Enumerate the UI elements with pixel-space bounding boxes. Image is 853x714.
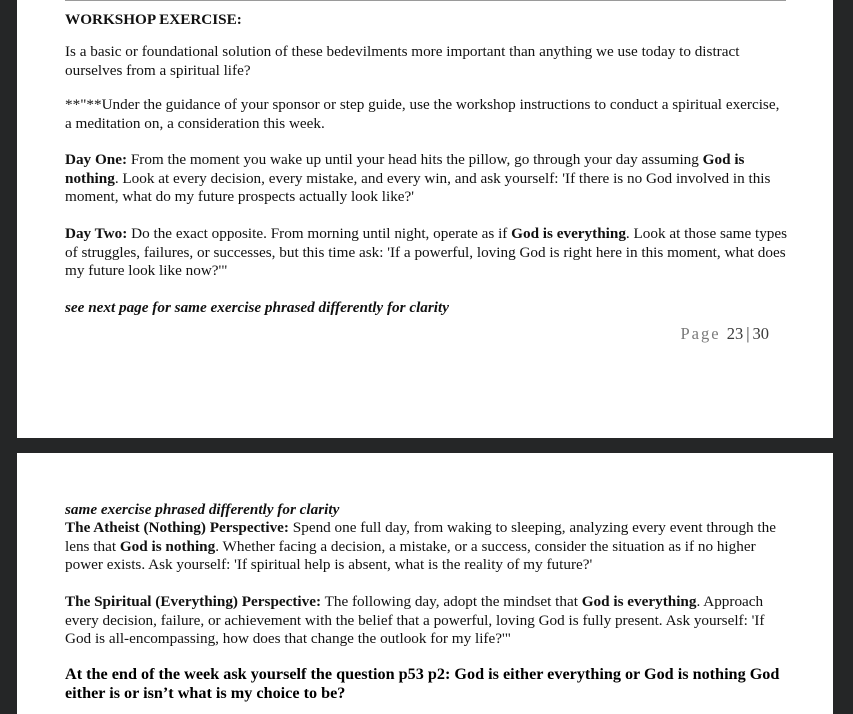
day-one-emphasis: God is nothing bbox=[65, 151, 745, 187]
spiritual-label: The Spiritual (Everything) Perspective: bbox=[65, 593, 322, 610]
day-one-paragraph bbox=[65, 151, 789, 207]
spiritual-text-1: The following day, adopt the mindset that bbox=[321, 593, 582, 610]
instructions-paragraph: **"**Under the guidance of your sponsor or step guide, use the workshop instructions to conduct a spiritual exercise, a meditation on, a consideration this week. bbox=[65, 96, 780, 132]
document-page-23 bbox=[17, 0, 833, 438]
spiritual-paragraph bbox=[65, 593, 789, 649]
spiritual-text-2: . Approach every decision, failure, or achievement with the belief that a powerful, loving God is fully present. Ask yourself: 'If God is all-encompassing, how does that change the outlook for my life?'" bbox=[65, 593, 765, 647]
atheist-text-1: Spend one full day, from waking to sleeping, analyzing every event through the lens that bbox=[65, 519, 776, 555]
page-current: 23 bbox=[726, 324, 744, 343]
atheist-text-2: . Whether facing a decision, a mistake, or a success, consider the situation as if no higher power exists. Ask yourself: 'If spiritual help is absent, what is the reality of my future?' bbox=[65, 537, 756, 573]
atheist-emphasis: God is nothing bbox=[119, 537, 216, 555]
header-rule bbox=[65, 0, 786, 1]
day-two-text-1: Do the exact opposite. From morning until night, operate as if bbox=[127, 225, 512, 242]
page-separator: | bbox=[746, 324, 750, 343]
day-one-text-1: From the moment you wake up until your head hits the pillow, go through your day assuming bbox=[127, 151, 703, 168]
day-one-text-2: . Look at every decision, every mistake, and every win, and ask yourself: 'If there is no God involved in this moment, what do my future prospects actually look like?' bbox=[65, 169, 771, 205]
day-two-emphasis: God is everything bbox=[511, 225, 626, 242]
final-question: At the end of the week ask yourself the question p53 p2: God is either everything or God is nothing God either is or isn’t what is my choice to be? bbox=[65, 665, 780, 702]
day-one-label: Day One: bbox=[65, 151, 128, 168]
day-two-label: Day Two: bbox=[65, 225, 128, 242]
page-total: 30 bbox=[752, 324, 769, 343]
page-label: Page bbox=[680, 324, 721, 343]
atheist-paragraph bbox=[65, 519, 789, 575]
document-page-24 bbox=[17, 453, 833, 714]
spiritual-emphasis: God is everything bbox=[581, 593, 697, 610]
day-two-text-2: . Look at those same types of struggles, failures, or successes, but this time ask: 'If a powerful, loving God is right here in this moment, what does my future look like now?'" bbox=[65, 225, 788, 279]
day-two-paragraph bbox=[65, 225, 789, 281]
atheist-label: The Atheist (Nothing) Perspective: bbox=[65, 519, 289, 536]
next-page-note: see next page for same exercise phrased differently for clarity bbox=[65, 299, 449, 316]
alt-subheading: same exercise phrased differently for clarity bbox=[65, 501, 340, 518]
question-paragraph: Is a basic or foundational solution of these bedevilments more important than anything we use today to distract ourselves from a spiritual life? bbox=[65, 43, 740, 79]
page-number bbox=[680, 324, 769, 344]
workshop-heading: WORKSHOP EXERCISE: bbox=[65, 11, 242, 28]
